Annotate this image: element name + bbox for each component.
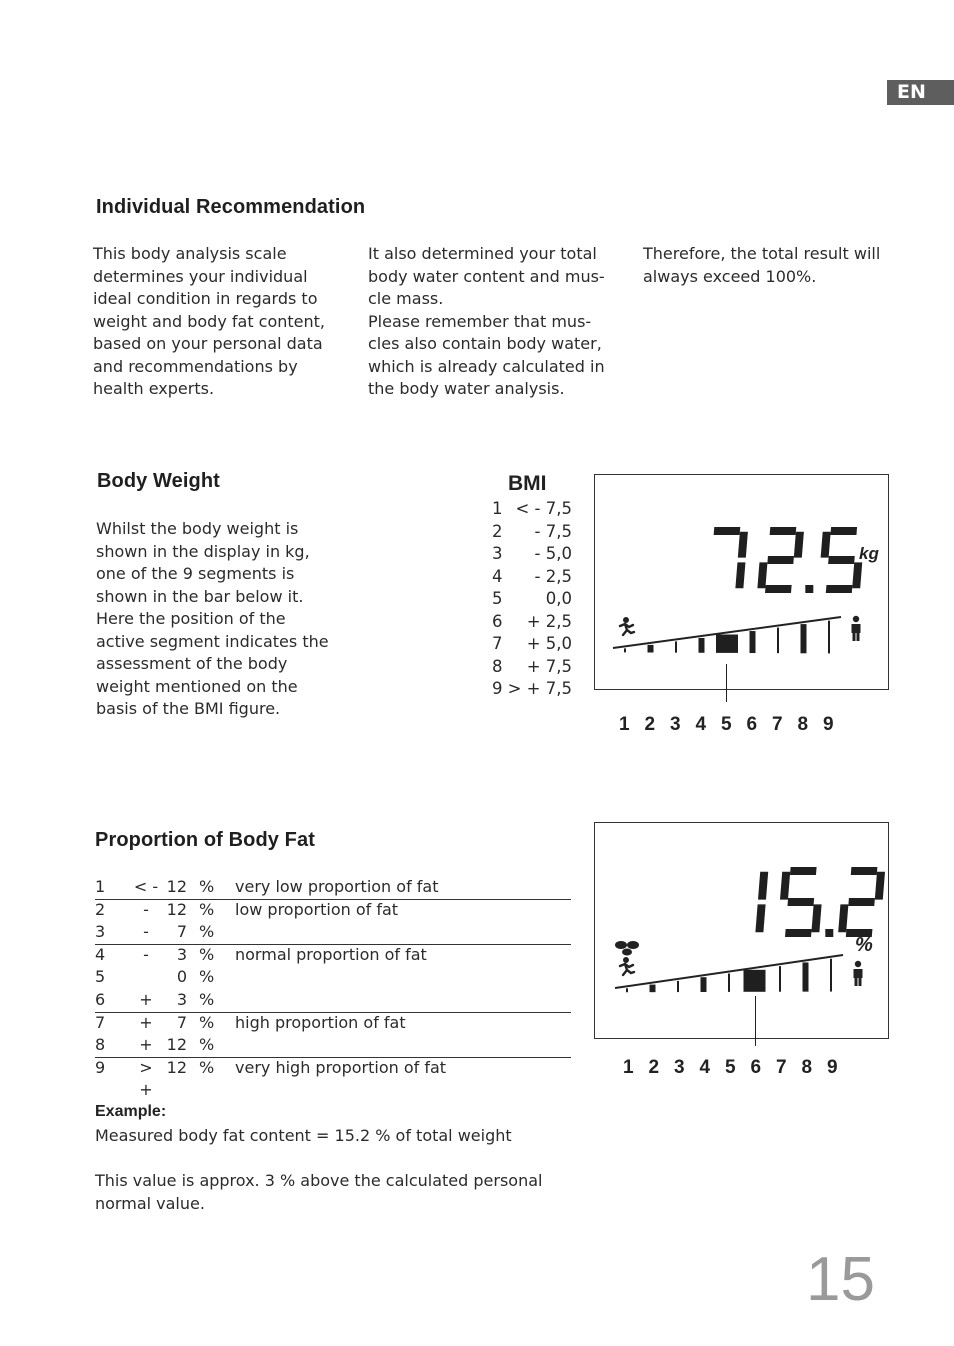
row-description: normal proportion of fat bbox=[235, 944, 427, 964]
bmi-row bbox=[492, 498, 572, 521]
text-line: shown in the display in kg, bbox=[96, 541, 310, 561]
bmi-value: > + 7,5 bbox=[507, 679, 572, 698]
bmi-row bbox=[492, 543, 572, 566]
bar-segment bbox=[648, 645, 654, 653]
row-value: 7 bbox=[176, 922, 187, 942]
table-row bbox=[95, 1034, 571, 1057]
bmi-number: 3 bbox=[492, 544, 503, 563]
lcd-segment bbox=[811, 904, 821, 932]
row-number: 2 bbox=[95, 899, 106, 919]
lcd-segment bbox=[848, 898, 875, 906]
bmi-number: 4 bbox=[492, 566, 503, 586]
lcd-segment bbox=[826, 585, 853, 593]
text-line: body water content and mus- bbox=[368, 266, 605, 286]
row-operator: - bbox=[143, 944, 149, 964]
bmi-number: 5 bbox=[492, 589, 503, 608]
text-line: the body water analysis. bbox=[368, 379, 565, 398]
scale-number: 2 bbox=[644, 714, 656, 735]
bmi-row bbox=[492, 656, 572, 679]
text-line: normal value. bbox=[95, 1193, 205, 1213]
bar-segment bbox=[677, 981, 679, 992]
bmi-table bbox=[492, 498, 572, 708]
lcd-segment bbox=[851, 867, 878, 875]
bar-segment bbox=[675, 641, 677, 652]
bar-segment bbox=[803, 962, 809, 991]
body-fat-digits bbox=[755, 867, 885, 937]
example-line: Measured body fat content = 15.2 % of total weight bbox=[95, 1126, 512, 1145]
bar-segment bbox=[624, 648, 626, 652]
lcd-segment bbox=[714, 527, 741, 535]
row-operator: + bbox=[139, 990, 153, 1009]
running-person-icon bbox=[620, 617, 634, 635]
weight-digits bbox=[714, 527, 863, 593]
scale-number: 7 bbox=[776, 1057, 787, 1078]
bmi-value: + 2,5 bbox=[526, 611, 572, 631]
text-line: assessment of the body bbox=[96, 654, 288, 673]
scale-number: 5 bbox=[725, 1057, 736, 1078]
body-fat-scale-numbers bbox=[623, 1057, 853, 1079]
text-line: cles also contain body water, bbox=[368, 334, 602, 353]
running-person-icon bbox=[620, 957, 634, 975]
lcd-segment bbox=[758, 872, 768, 900]
scale-number: 7 bbox=[772, 714, 783, 735]
row-percent: % bbox=[199, 877, 215, 896]
row-value: 12 bbox=[166, 1035, 187, 1055]
page-number: 15 bbox=[806, 1245, 875, 1314]
standing-person-icon bbox=[852, 616, 861, 641]
bar-segment bbox=[801, 624, 807, 653]
bmi-value: - 5,0 bbox=[534, 544, 572, 563]
scale-number: 4 bbox=[699, 1057, 711, 1078]
bar-segment bbox=[699, 638, 705, 653]
row-value: 12 bbox=[166, 899, 187, 919]
bmi-number: 8 bbox=[492, 656, 503, 676]
lcd-segment bbox=[765, 585, 792, 593]
row-percent: % bbox=[199, 1012, 215, 1032]
bmi-title: BMI bbox=[508, 472, 547, 495]
bmi-value: 0,0 bbox=[545, 589, 572, 608]
bmi-row bbox=[492, 611, 572, 634]
bar-segment-active bbox=[744, 970, 766, 992]
scale-number: 9 bbox=[823, 714, 834, 735]
lcd-segment bbox=[821, 532, 831, 558]
scale-number: 8 bbox=[797, 714, 809, 735]
unit-percent-label: % bbox=[855, 934, 873, 956]
row-operator: < - bbox=[133, 877, 159, 896]
individual-col3 bbox=[643, 243, 913, 288]
text-line: and recommendations by bbox=[93, 356, 298, 376]
table-row bbox=[95, 876, 571, 899]
row-percent: % bbox=[199, 922, 215, 942]
individual-recommendation-heading: Individual Recommendation bbox=[96, 196, 366, 218]
row-description: high proportion of fat bbox=[235, 1012, 406, 1032]
text-line: always exceed 100%. bbox=[643, 266, 817, 286]
row-description: very low proportion of fat bbox=[235, 877, 439, 896]
fat-droplets-icon bbox=[615, 941, 639, 956]
lcd-segment bbox=[767, 556, 794, 564]
bmi-row bbox=[492, 678, 572, 701]
table-row bbox=[95, 989, 571, 1012]
bmi-number: 7 bbox=[492, 634, 503, 653]
text-line: cle mass. bbox=[368, 289, 444, 308]
body-fat-lcd-graphic bbox=[595, 823, 887, 1037]
row-percent: % bbox=[199, 967, 215, 987]
table-row bbox=[95, 899, 571, 922]
lcd-segment bbox=[738, 532, 748, 558]
bar-segment bbox=[777, 628, 779, 654]
unit-kg-label: kg bbox=[859, 544, 879, 563]
text-line: Please remember that mus- bbox=[368, 311, 592, 331]
text-line: shown in the bar below it. bbox=[96, 586, 304, 606]
body-weight-heading: Body Weight bbox=[97, 470, 220, 492]
row-number: 1 bbox=[95, 877, 106, 896]
table-row bbox=[95, 1057, 571, 1100]
row-number: 8 bbox=[95, 1035, 106, 1055]
body-fat-heading: Proportion of Body Fat bbox=[95, 829, 315, 851]
lcd-decimal-point bbox=[805, 585, 813, 593]
bar-segment bbox=[779, 966, 781, 992]
lcd-segment bbox=[830, 527, 857, 535]
row-operator: - bbox=[143, 899, 149, 919]
bmi-row bbox=[492, 633, 572, 656]
scale-number: 6 bbox=[750, 1057, 762, 1078]
bmi-row bbox=[492, 566, 572, 589]
table-row bbox=[95, 1012, 571, 1035]
body-fat-table bbox=[95, 876, 571, 1100]
example-label: Example: bbox=[95, 1103, 167, 1120]
row-description: low proportion of fat bbox=[235, 899, 399, 919]
body-fat-segment-bar bbox=[615, 955, 843, 992]
row-number: 3 bbox=[95, 922, 106, 942]
text-line: It also determined your total bbox=[368, 244, 597, 263]
weight-lcd-display bbox=[594, 474, 889, 690]
text-line: Here the position of the bbox=[96, 609, 286, 628]
bmi-value: - 7,5 bbox=[534, 521, 572, 541]
lcd-segment bbox=[755, 904, 765, 932]
scale-number: 4 bbox=[695, 714, 707, 735]
lcd-segment bbox=[828, 556, 855, 564]
lcd-decimal-point bbox=[825, 929, 833, 937]
text-line: weight and body fat content, bbox=[93, 311, 326, 331]
bmi-row bbox=[492, 521, 572, 544]
text-line: basis of the BMI figure. bbox=[96, 699, 281, 718]
lcd-segment bbox=[757, 562, 767, 588]
row-percent: % bbox=[199, 944, 215, 964]
weight-lcd-graphic bbox=[595, 475, 887, 688]
scale-number: 5 bbox=[721, 714, 732, 735]
row-value: 3 bbox=[176, 990, 187, 1009]
weight-indicator-pointer bbox=[726, 664, 727, 702]
row-value: 0 bbox=[176, 967, 187, 987]
text-line: which is already calculated in bbox=[368, 356, 605, 376]
example-note bbox=[95, 1170, 575, 1215]
row-percent: % bbox=[199, 899, 215, 919]
scale-number: 1 bbox=[619, 714, 630, 735]
weight-segment-bar bbox=[613, 617, 841, 653]
lcd-segment bbox=[770, 527, 797, 535]
row-value: 12 bbox=[166, 877, 187, 896]
scale-number: 6 bbox=[746, 714, 758, 735]
bar-segment bbox=[728, 974, 730, 992]
lcd-segment bbox=[838, 904, 848, 932]
bar-segment bbox=[626, 988, 628, 992]
text-line: health experts. bbox=[93, 379, 215, 398]
lcd-segment bbox=[852, 562, 862, 588]
row-number: 4 bbox=[95, 944, 106, 964]
row-number: 5 bbox=[95, 967, 106, 987]
scale-number: 3 bbox=[674, 1057, 685, 1078]
body-fat-indicator-pointer bbox=[755, 996, 756, 1046]
row-value: 7 bbox=[176, 1012, 187, 1032]
bar-segment bbox=[750, 631, 756, 653]
text-line: based on your personal data bbox=[93, 334, 323, 353]
scale-number: 3 bbox=[670, 714, 681, 735]
row-number: 7 bbox=[95, 1012, 106, 1032]
body-fat-lcd-display bbox=[594, 822, 889, 1039]
bmi-value: < - 7,5 bbox=[515, 499, 572, 518]
row-operator: - bbox=[143, 922, 149, 942]
text-line: active segment indicates the bbox=[96, 631, 329, 651]
lcd-segment bbox=[785, 929, 812, 937]
text-line: Whilst the body weight is bbox=[96, 519, 299, 538]
row-number: 9 bbox=[95, 1057, 106, 1077]
bmi-value: - 2,5 bbox=[534, 566, 572, 586]
lcd-segment bbox=[787, 898, 814, 906]
text-line: ideal condition in regards to bbox=[93, 289, 318, 308]
language-badge: EN bbox=[887, 80, 954, 105]
scale-number: 8 bbox=[801, 1057, 813, 1078]
row-percent: % bbox=[199, 1057, 215, 1077]
row-operator: > + bbox=[139, 1057, 153, 1100]
lcd-segment bbox=[875, 872, 885, 900]
bar-segment bbox=[830, 959, 832, 992]
text-line: determines your individual bbox=[93, 266, 308, 286]
row-percent: % bbox=[199, 1035, 215, 1055]
row-value: 12 bbox=[166, 1057, 187, 1077]
lcd-segment bbox=[780, 872, 790, 900]
body-weight-paragraph bbox=[96, 518, 356, 721]
bar-segment bbox=[828, 621, 830, 654]
table-row bbox=[95, 921, 571, 944]
individual-col2 bbox=[368, 243, 628, 401]
bmi-value: + 5,0 bbox=[526, 634, 572, 653]
text-line: Therefore, the total result will bbox=[643, 244, 881, 263]
row-description: very high proportion of fat bbox=[235, 1057, 447, 1077]
row-number: 6 bbox=[95, 990, 106, 1009]
bar-segment-active bbox=[716, 635, 738, 653]
bmi-number: 1 bbox=[492, 499, 503, 518]
bmi-row bbox=[492, 588, 572, 611]
bmi-value: + 7,5 bbox=[526, 656, 572, 676]
table-row bbox=[95, 966, 571, 989]
weight-scale-numbers bbox=[619, 714, 849, 736]
bmi-number: 2 bbox=[492, 521, 503, 541]
row-operator: + bbox=[139, 1035, 153, 1055]
text-line: This value is approx. 3 % above the calculated personal bbox=[95, 1171, 543, 1190]
row-percent: % bbox=[199, 990, 215, 1009]
bmi-number: 6 bbox=[492, 611, 503, 631]
text-line: weight mentioned on the bbox=[96, 676, 298, 696]
scale-number: 1 bbox=[623, 1057, 634, 1078]
row-value: 3 bbox=[176, 944, 187, 964]
table-row bbox=[95, 944, 571, 967]
scale-number: 9 bbox=[827, 1057, 838, 1078]
individual-col1 bbox=[93, 243, 353, 401]
lcd-segment bbox=[735, 562, 745, 588]
row-operator: + bbox=[139, 1012, 153, 1032]
lcd-segment bbox=[790, 867, 817, 875]
bar-segment bbox=[701, 977, 707, 992]
text-line: one of the 9 segments is bbox=[96, 564, 295, 583]
scale-number: 2 bbox=[648, 1057, 660, 1078]
text-line: This body analysis scale bbox=[93, 244, 287, 263]
standing-person-icon bbox=[854, 961, 863, 986]
bmi-number: 9 bbox=[492, 679, 503, 698]
lcd-segment bbox=[794, 532, 804, 558]
bar-segment bbox=[650, 985, 656, 993]
